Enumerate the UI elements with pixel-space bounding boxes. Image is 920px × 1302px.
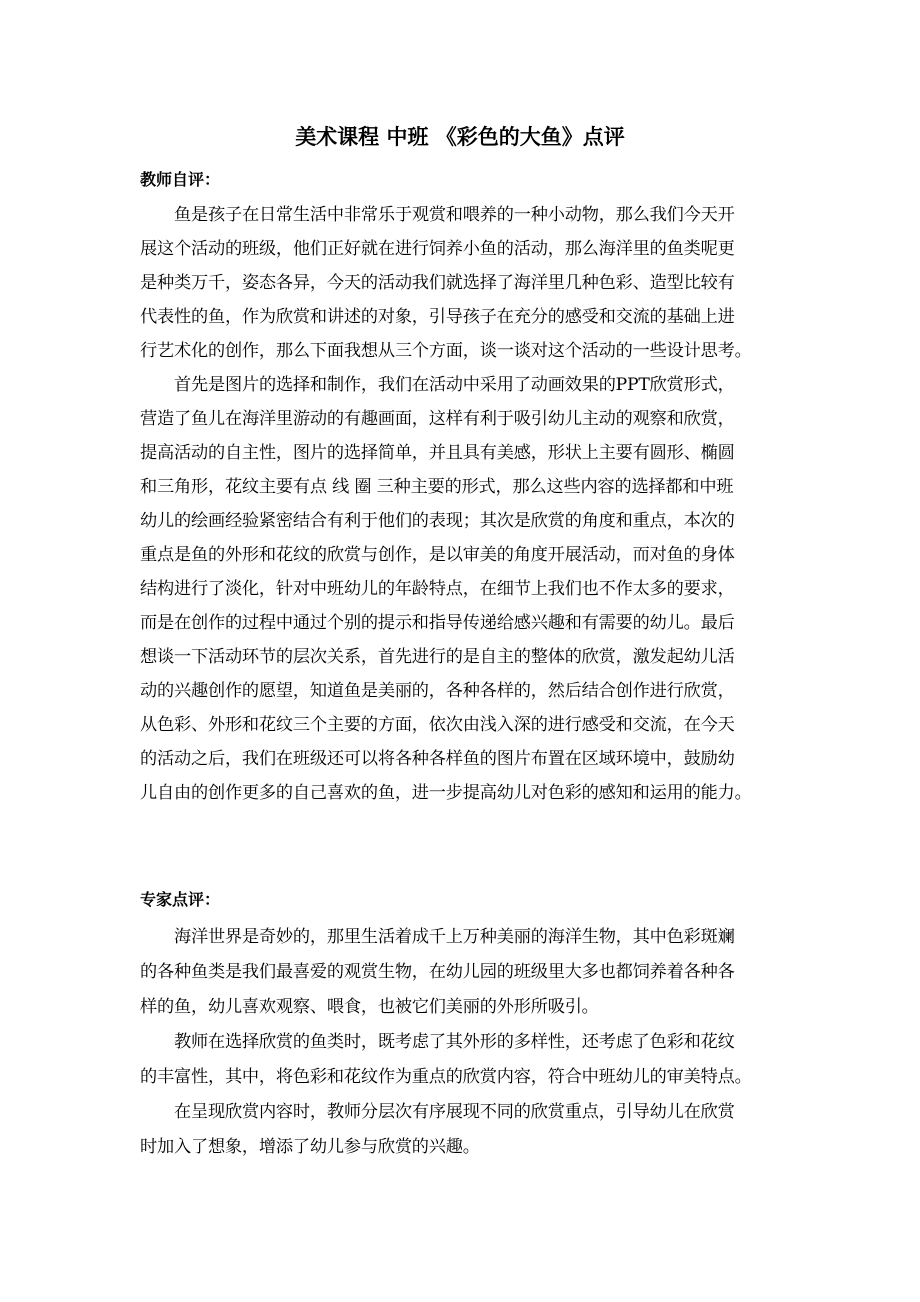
text-line: 教师在选择欣赏的鱼类时，既考虑了其外形的多样性，还考虑了色彩和花纹 — [174, 1032, 735, 1052]
text-line: 样的鱼，幼儿喜欢观察、喂食，也被它们美丽的外形所吸引。 — [140, 997, 599, 1017]
text-line: 的活动之后，我们在班级还可以将各种各样鱼的图片布置在区域环境中，鼓励幼 — [140, 749, 735, 769]
text-line: 鱼是孩子在日常生活中非常乐于观赏和喂养的一种小动物，那么我们今天开 — [174, 205, 735, 225]
text-line: 的丰富性，其中，将色彩和花纹作为重点的欣赏内容，符合中班幼儿的审美特点。 — [140, 1067, 752, 1087]
text-line: 幼儿的绘画经验紧密结合有利于他们的表现；其次是欣赏的角度和重点，本次的 — [140, 511, 735, 531]
text-line: 提高活动的自主性，图片的选择简单，并且具有美感，形状上主要有圆形、椭圆 — [140, 443, 735, 463]
text-line: 的各种鱼类是我们最喜爱的观赏生物，在幼儿园的班级里大多也都饲养着各种各 — [140, 962, 735, 982]
text-line: 营造了鱼儿在海洋里游动的有趣画面，这样有利于吸引幼儿主动的观察和欣赏， — [140, 409, 735, 429]
text-line: 首先是图片的选择和制作，我们在活动中采用了动画效果的PPT欣赏形式， — [174, 375, 735, 395]
text-line: 行艺术化的创作，那么下面我想从三个方面，谈一谈对这个活动的一些设计思考。 — [140, 341, 752, 361]
text-line: 重点是鱼的外形和花纹的欣赏与创作，是以审美的角度开展活动，而对鱼的身体 — [140, 545, 735, 565]
text-line: 想谈一下活动环节的层次关系，首先进行的是自主的整体的欣赏，激发起幼儿活 — [140, 647, 735, 667]
text-line: 而是在创作的过程中通过个别的提示和指导传递给感兴趣和有需要的幼儿。最后 — [140, 613, 735, 633]
text-line: 和三角形，花纹主要有点 线 圈 三种主要的形式，那么这些内容的选择都和中班 — [140, 477, 734, 497]
teacher-self-review-body — [140, 198, 800, 810]
text-line: 动的兴趣创作的愿望，知道鱼是美丽的，各种各样的，然后结合创作进行欣赏， — [140, 681, 735, 701]
teacher-self-review-heading: 教师自评： — [140, 170, 221, 189]
text-line: 时加入了想象，增添了幼儿参与欣赏的兴趣。 — [140, 1137, 480, 1157]
expert-review-body — [140, 920, 800, 1165]
text-line: 在呈现欣赏内容时，教师分层次有序展现不同的欣赏重点，引导幼儿在欣赏 — [174, 1102, 735, 1122]
page-title: 美术课程 中班 《彩色的大鱼》点评 — [295, 125, 625, 149]
text-line: 儿自由的创作更多的自己喜欢的鱼，进一步提高幼儿对色彩的感知和运用的能力。 — [140, 783, 752, 803]
text-line: 结构进行了淡化，针对中班幼儿的年龄特点，在细节上我们也不作太多的要求， — [140, 579, 735, 599]
text-line: 展这个活动的班级，他们正好就在进行饲养小鱼的活动，那么海洋里的鱼类呢更 — [140, 239, 735, 259]
text-line: 从色彩、外形和花纹三个主要的方面，依次由浅入深的进行感受和交流，在今天 — [140, 715, 735, 735]
expert-review-heading: 专家点评： — [140, 890, 221, 909]
text-line: 海洋世界是奇妙的，那里生活着成千上万种美丽的海洋生物，其中色彩斑斓 — [174, 927, 735, 947]
text-line: 代表性的鱼，作为欣赏和讲述的对象，引导孩子在充分的感受和交流的基础上进 — [140, 307, 735, 327]
text-line: 是种类万千，姿态各异，今天的活动我们就选择了海洋里几种色彩、造型比较有 — [140, 273, 735, 293]
